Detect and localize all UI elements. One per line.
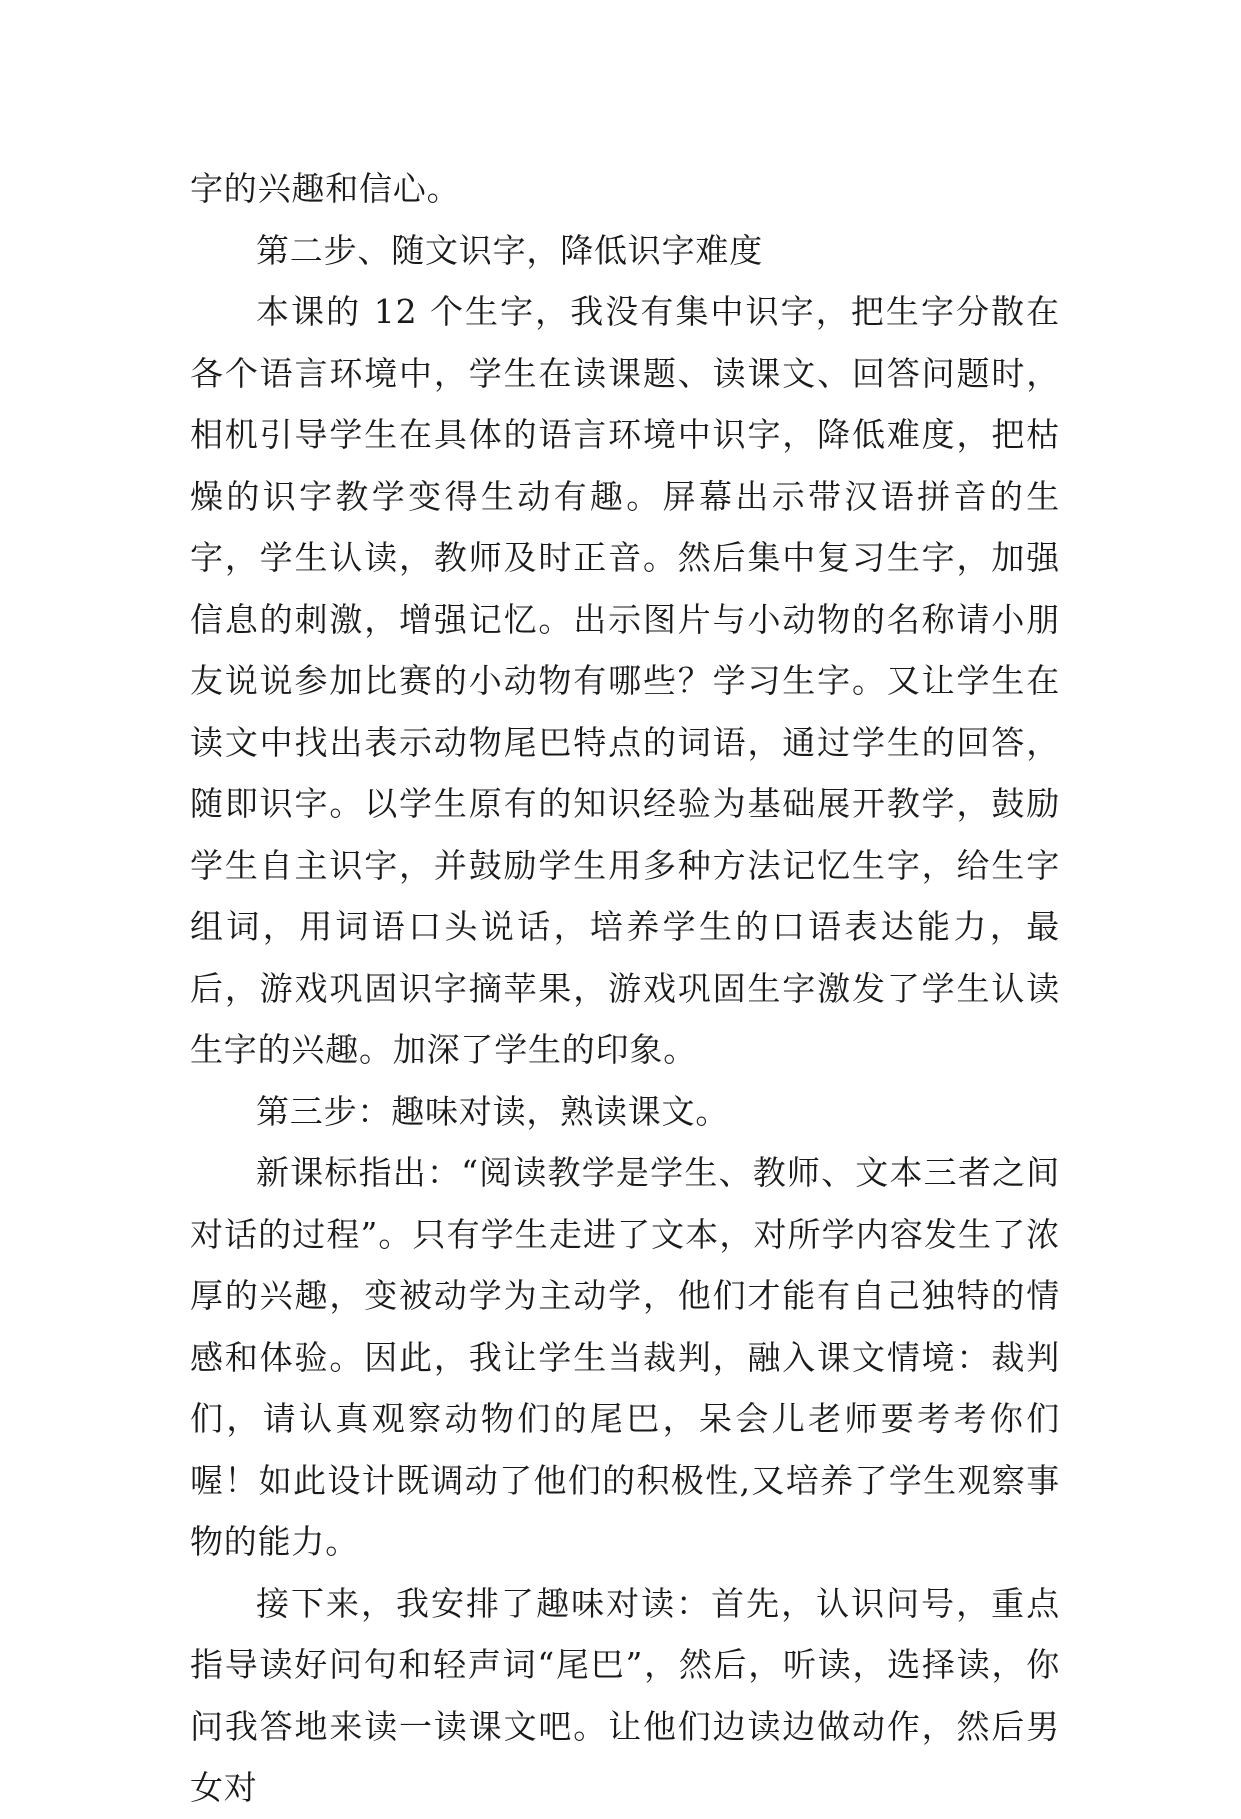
paragraph-continuation: 字的兴趣和信心。 [190,169,461,208]
paragraph-reading-activity: 接下来，我安排了趣味对读：首先，认识问号，重点指导读好问句和轻声词“尾巴”，然后，听读，选择读，你问我答地来读一读课文吧。让他们边读边做动作，然后男女对 [190,1583,1060,1807]
step-two-heading: 第二步、随文识字，降低识字难度 [256,230,763,270]
paragraph-curriculum: 新课标指出：“阅读教学是学生、教师、文本三者之间对话的过程”。只有学生走进了文本，对所学内容发生了浓厚的兴趣，变被动学为主动学，他们才能有自己独特的情感和体验。因此，我让学生当裁判，融入课文情境：裁判们，请认真观察动物们的尾巴，呆会儿老师要考考你们喔！如此设计既调动了他们的积极性,又培养了学生观察事物的能力。 [190,1153,1060,1561]
paragraph-literacy: 本课的 12 个生字，我没有集中识字，把生字分散在各个语言环境中，学生在读课题、读课文、回答问题时，相机引导学生在具体的语言环境中识字，降低难度，把枯燥的识字教学变得生动有趣。屏幕出示带汉语拼音的生字，学生认读，教师及时正音。然后集中复习生字，加强信息的刺激，增强记忆。出示图片与小动物的名称请小朋友说说参加比赛的小动物有哪些？学习生字。又让学生在读文中找出表示动物尾巴特点的词语，通过学生的回答，随即识字。以学生原有的知识经验为基础展开教学，鼓励学生自主识字，并鼓励学生用多种方法记忆生字，给生字组词，用词语口头说话，培养学生的口语表达能力，最后，游戏巩固识字摘苹果，游戏巩固生字激发了学生认读生字的兴趣。加深了学生的印象。 [190,292,1060,1069]
step-three-heading: 第三步：趣味对读，熟读课文。 [256,1091,730,1131]
body-text [190,158,1060,1819]
